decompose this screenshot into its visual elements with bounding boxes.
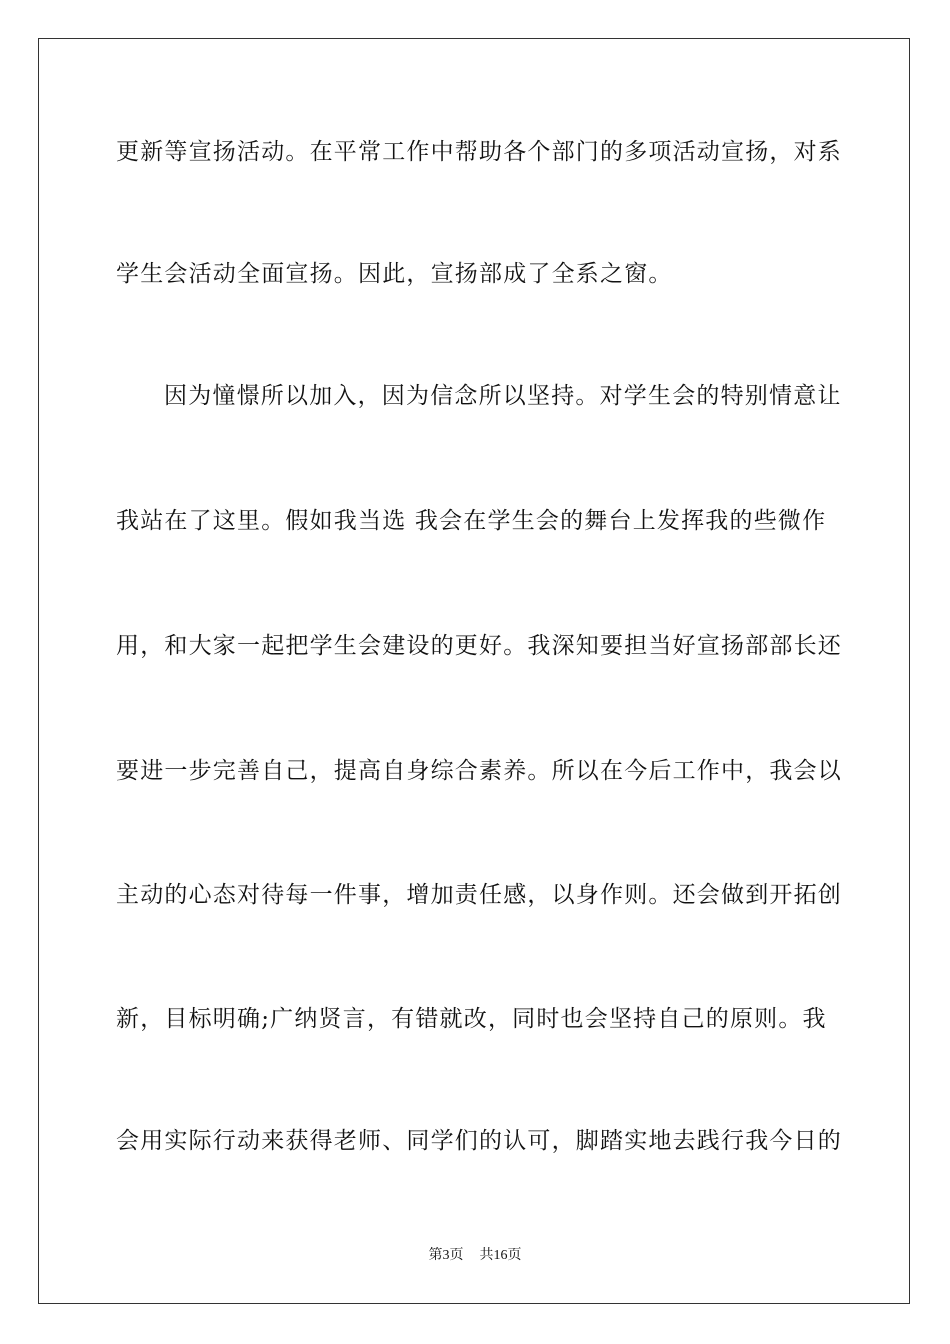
- body-text-line: 要进一步完善自己，提高自身综合素养。所以在今后工作中，我会以: [116, 758, 842, 784]
- page-footer: [0, 1246, 950, 1266]
- page-total: 共16页: [479, 1248, 522, 1263]
- body-text-line: 学生会活动全面宣扬。因此，宣扬部成了全系之窗。: [116, 261, 673, 287]
- body-text-line: 新，目标明确;广纳贤言，有错就改，同时也会坚持自己的原则。我: [116, 1006, 827, 1032]
- body-text-line: 会用实际行动来获得老师、同学们的认可，脚踏实地去践行我今日的: [116, 1128, 842, 1154]
- paragraph-first-line: 因为憧憬所以加入，因为信念所以坚持。对学生会的特别情意让: [164, 383, 842, 409]
- page-number: 第3页: [428, 1248, 464, 1263]
- body-text-line: 我站在了这里。假如我当选 我会在学生会的舞台上发挥我的些微作: [116, 508, 827, 534]
- body-text-line: 更新等宣扬活动。在平常工作中帮助各个部门的多项活动宣扬，对系: [116, 139, 842, 165]
- page-border: [38, 38, 910, 1304]
- body-text-line: 用，和大家一起把学生会建设的更好。我深知要担当好宣扬部部长还: [116, 633, 842, 659]
- body-text-line: 主动的心态对待每一件事，增加责任感，以身作则。还会做到开拓创: [116, 882, 842, 908]
